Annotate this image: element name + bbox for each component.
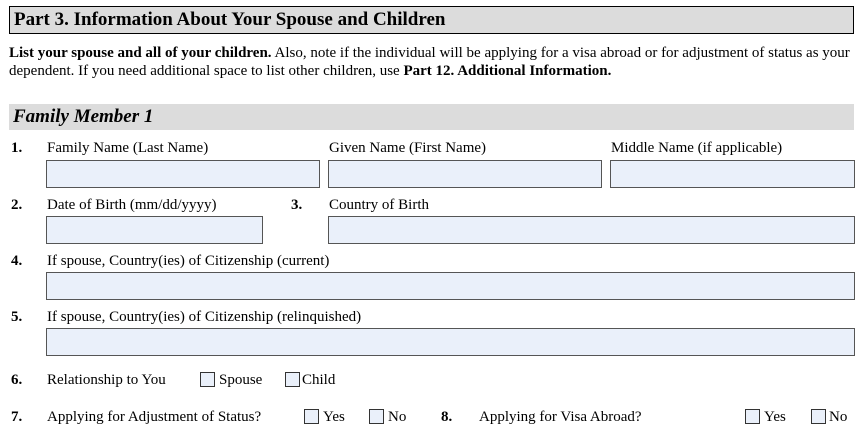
q3-number: 3. [291,197,303,213]
intro-bold-ref: Part 12. Additional Information. [403,63,612,79]
visa-yes-checkbox[interactable] [745,409,760,424]
visa-yes-label: Yes [764,409,786,425]
q2-number: 2. [11,197,23,213]
section-header [9,104,854,130]
citizenship-relinquished-field[interactable] [46,328,855,356]
spouse-checkbox[interactable] [200,372,215,387]
q5-number: 5. [11,309,23,325]
middle-name-field[interactable] [610,160,855,188]
adjustment-label: Applying for Adjustment of Status? [47,409,262,425]
adjustment-yes-checkbox[interactable] [304,409,319,424]
visa-abroad-label: Applying for Visa Abroad? [479,409,642,425]
adjustment-no-label: No [388,409,407,425]
country-birth-label: Country of Birth [329,197,429,213]
q1-number: 1. [11,140,23,156]
visa-no-checkbox[interactable] [811,409,826,424]
citizenship-current-label: If spouse, Country(ies) of Citizenship (current) [47,253,330,269]
part-header [9,6,854,34]
family-name-label: Family Name (Last Name) [47,140,209,156]
adjustment-no-checkbox[interactable] [369,409,384,424]
given-name-field[interactable] [328,160,602,188]
dob-label: Date of Birth (mm/dd/yyyy) [47,197,217,213]
visa-no-label: No [829,409,848,425]
relationship-label: Relationship to You [47,372,166,388]
middle-name-label: Middle Name (if applicable) [611,140,783,156]
child-checkbox[interactable] [285,372,300,387]
intro-body: Also, note if the individual will be applying for a visa abroad or for adjustment of status as your dependent. If you need additional space to list other children, use [9,45,850,79]
family-name-field[interactable] [46,160,320,188]
q8-number: 8. [441,409,453,425]
part-title: Part 3. Information About Your Spouse and Children [14,9,446,30]
q4-number: 4. [11,253,23,269]
dob-field[interactable] [46,216,263,244]
citizenship-relinquished-label: If spouse, Country(ies) of Citizenship (relinquished) [47,309,362,325]
child-option-label: Child [302,372,336,388]
country-birth-field[interactable] [328,216,855,244]
intro-text [9,44,854,80]
q6-number: 6. [11,372,23,388]
section-title: Family Member 1 [13,106,154,127]
q7-number: 7. [11,409,23,425]
citizenship-current-field[interactable] [46,272,855,300]
spouse-option-label: Spouse [219,372,263,388]
intro-bold-lead: List your spouse and all of your children. [9,45,272,61]
adjustment-yes-label: Yes [323,409,345,425]
given-name-label: Given Name (First Name) [329,140,487,156]
